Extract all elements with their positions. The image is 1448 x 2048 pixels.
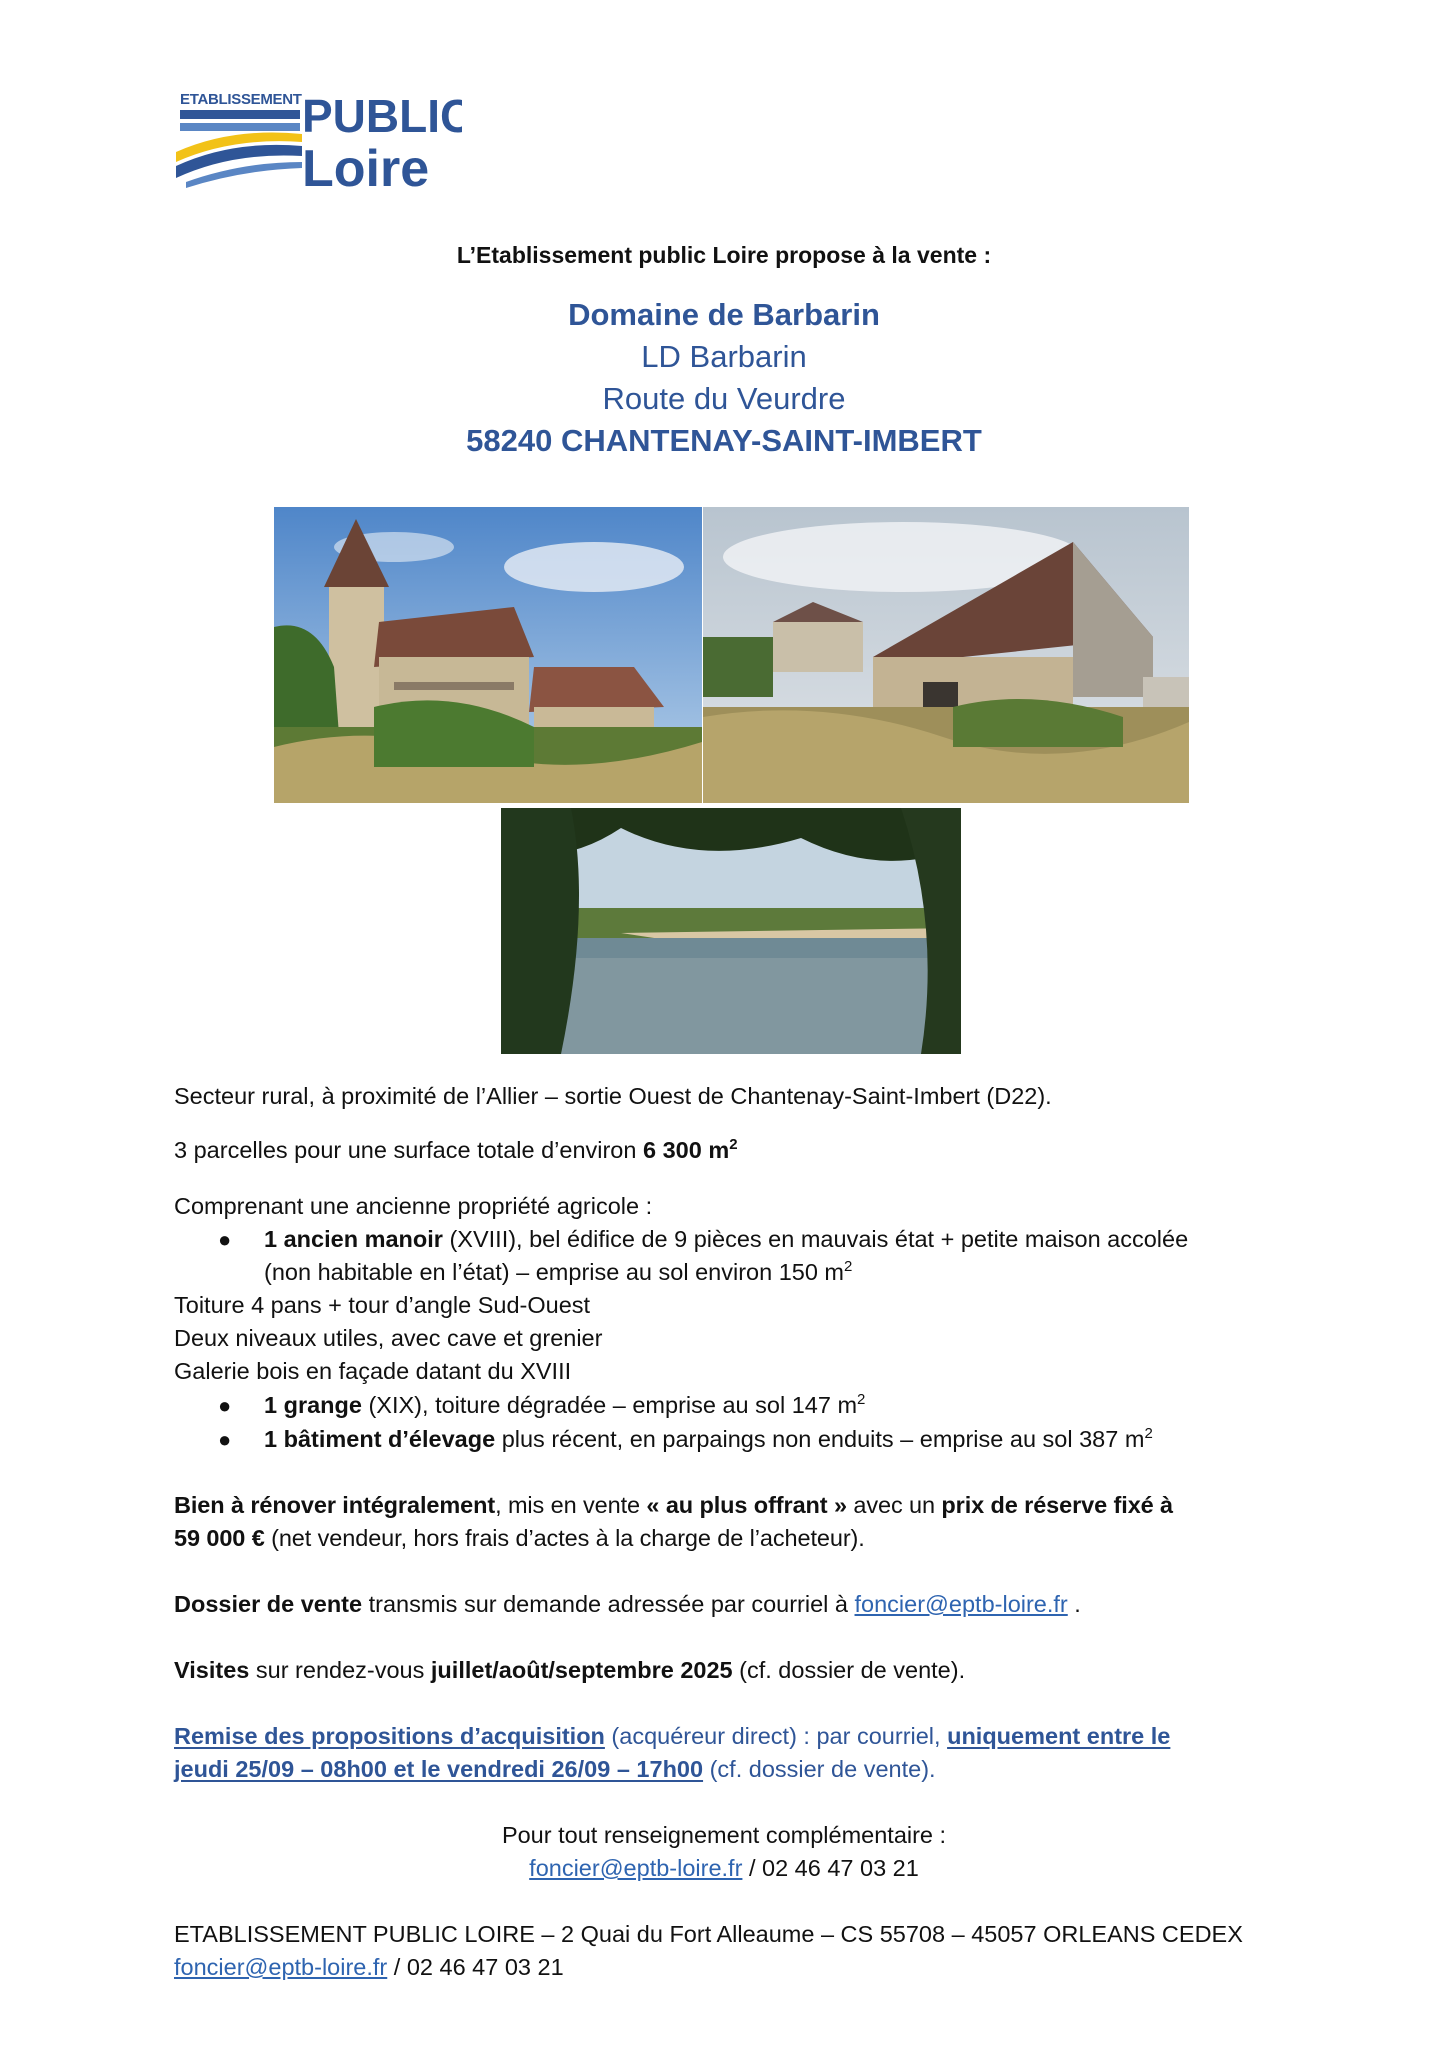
address-block <box>0 294 1448 462</box>
logo-word2: Loire <box>302 140 430 192</box>
item-manor-sup: 2 <box>844 1258 853 1276</box>
visites-text: sur rendez-vous <box>249 1657 431 1683</box>
price-text3: (net vendeur, hors frais d’actes à la charge de l’acheteur). <box>264 1525 865 1551</box>
price-bold2: « au plus offrant » <box>646 1492 847 1518</box>
visites-end: (cf. dossier de vente). <box>732 1657 966 1683</box>
logo-word1: PUBLIC <box>302 90 462 142</box>
address-city: 58240 CHANTENAY-SAINT-IMBERT <box>466 423 982 458</box>
bullet-icon: ● <box>218 1227 232 1252</box>
remise-dates: jeudi 25/09 – 08h00 et le vendredi 26/09 – 17h00 <box>174 1756 704 1782</box>
paragraph-dossier <box>174 1588 1294 1621</box>
footer-phone: / 02 46 47 03 21 <box>387 1954 564 1980</box>
manor-detail-2: Deux niveaux utiles, avec cave et grenier <box>174 1325 603 1351</box>
price-text2: avec un <box>846 1492 942 1518</box>
dossier-bold: Dossier de vente <box>174 1591 363 1617</box>
item-barn-bold: 1 grange <box>264 1392 362 1418</box>
dossier-email-link[interactable]: foncier@eptb-loire.fr <box>854 1591 1068 1617</box>
bullet-icon: ● <box>218 1393 232 1418</box>
bullet-icon: ● <box>218 1427 232 1452</box>
remise-bold2: uniquement entre le <box>947 1723 1171 1749</box>
item-building-bold: 1 bâtiment d’élevage <box>264 1426 496 1452</box>
photo-barn <box>703 507 1189 803</box>
item-building-text: plus récent, en parpaings non enduits – emprise au sol 387 m <box>495 1426 1145 1452</box>
intro-heading: L’Etablissement public Loire propose à la vente : <box>456 242 992 268</box>
paragraph-surface <box>174 1134 1294 1167</box>
paragraph-location: Secteur rural, à proximité de l’Allier – sortie Ouest de Chantenay-Saint-Imbert (D22). <box>174 1083 1052 1109</box>
footer-address: ETABLISSEMENT PUBLIC LOIRE – 2 Quai du Fort Alleaume – CS 55708 – 45057 ORLEANS CEDEX <box>174 1921 1243 1947</box>
price-bold3: prix de réserve fixé à <box>941 1492 1174 1518</box>
contact-block <box>0 1819 1448 1885</box>
photo-river <box>501 808 961 1054</box>
paragraph-visites <box>174 1654 1294 1687</box>
paragraph-price <box>174 1489 1294 1555</box>
contact-email-link[interactable]: foncier@eptb-loire.fr <box>529 1855 743 1881</box>
dossier-text: transmis sur demande adressée par courriel à <box>362 1591 855 1617</box>
paragraph-remise <box>174 1720 1294 1786</box>
visites-period: juillet/août/septembre 2025 <box>430 1657 733 1683</box>
item-manor-line2: (non habitable en l’état) – emprise au sol environ 150 m <box>264 1259 845 1285</box>
remise-bold: Remise des propositions d’acquisition <box>174 1723 605 1749</box>
remise-end: (cf. dossier de vente). <box>703 1756 936 1782</box>
price-bold1: Bien à rénover intégralement <box>174 1492 496 1518</box>
address-line1: LD Barbarin <box>641 339 807 374</box>
address-line2: Route du Veurdre <box>602 381 846 416</box>
domain-name: Domaine de Barbarin <box>568 297 880 332</box>
logo <box>172 82 462 192</box>
footer <box>174 1918 1294 1984</box>
item-barn-sup: 2 <box>857 1391 866 1409</box>
contact-heading: Pour tout renseignement complémentaire : <box>501 1822 947 1848</box>
item-building-sup: 2 <box>1144 1425 1153 1443</box>
price-text1: , mis en vente <box>495 1492 647 1518</box>
item-manor-bold: 1 ancien manoir <box>264 1226 443 1252</box>
manor-detail-3: Galerie bois en façade datant du XVIII <box>174 1358 572 1384</box>
surface-sup: 2 <box>729 1136 738 1154</box>
visites-bold: Visites <box>174 1657 250 1683</box>
dossier-end: . <box>1067 1591 1081 1617</box>
contact-phone: / 02 46 47 03 21 <box>742 1855 919 1881</box>
surface-value: 6 300 m <box>642 1137 730 1163</box>
surface-text: 3 parcelles pour une surface totale d’environ <box>174 1137 643 1163</box>
item-barn-text: (XIX), toiture dégradée – emprise au sol 147 m <box>361 1392 858 1418</box>
footer-email-link[interactable]: foncier@eptb-loire.fr <box>174 1954 388 1980</box>
photo-manor <box>274 507 702 803</box>
paragraph-comprenant: Comprenant une ancienne propriété agricole : <box>174 1193 653 1219</box>
manor-detail-1: Toiture 4 pans + tour d’angle Sud-Ouest <box>174 1292 591 1318</box>
remise-text: (acquéreur direct) : par courriel, <box>604 1723 948 1749</box>
price-value: 59 000 € <box>174 1525 265 1551</box>
item-manor-text: (XVIII), bel édifice de 9 pièces en mauvais état + petite maison accolée <box>442 1226 1189 1252</box>
logo-small-text: ETABLISSEMENT <box>180 91 302 108</box>
